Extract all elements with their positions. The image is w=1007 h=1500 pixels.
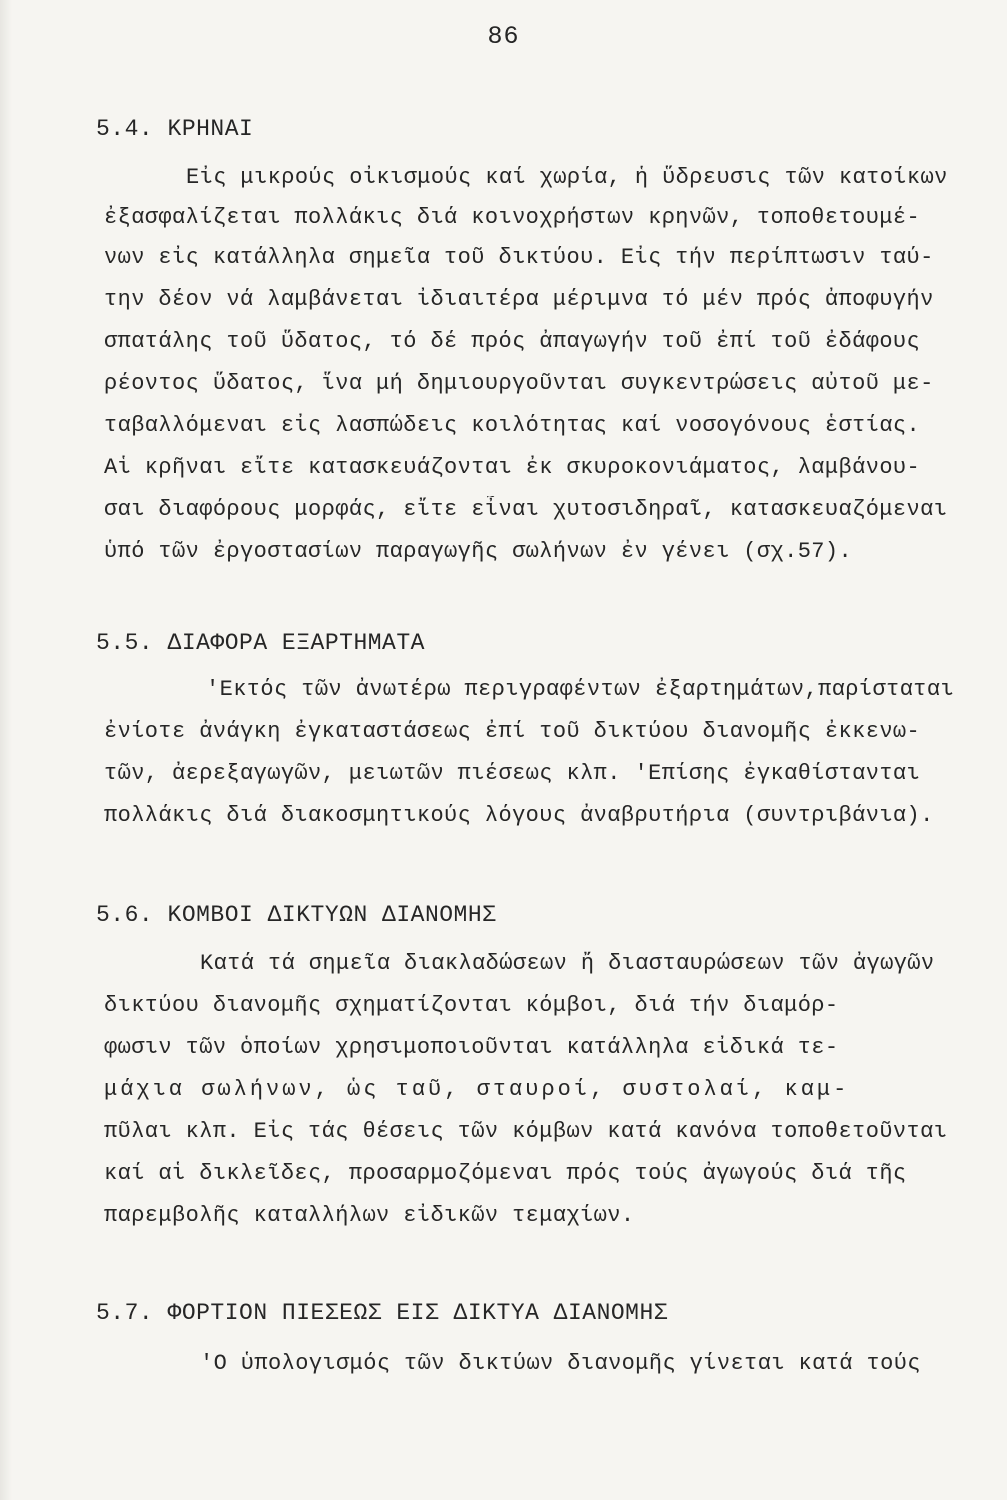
paragraph-line: 'Εκτός τῶν ἀνωτέρω περιγραφέντων ἐξαρτημάτων,παρίσταται: [206, 677, 955, 702]
scan-edge-shadow: [0, 0, 12, 1500]
paragraph-line: Εἰς μικρούς οἰκισμούς καί χωρία, ἡ ὕδρευσις τῶν κατοίκων: [186, 165, 948, 190]
paragraph-line: την δέον νά λαμβάνεται ἰδιαιτέρα μέριμνα τό μέν πρός ἀποφυγήν: [104, 287, 934, 312]
paragraph-line: ἐξασφαλίζεται πολλάκις διά κοινοχρήστων κρηνῶν, τοποθετουμέ-: [104, 205, 921, 230]
paragraph-line: ταβαλλόμεναι εἰς λασπώδεις κοιλότητας καί νοσογόνους ἑστίας.: [104, 413, 921, 438]
paragraph-line: νων εἰς κατάλληλα σημεῖα τοῦ δικτύου. Εἰς τήν περίπτωσιν ταύ-: [104, 245, 934, 270]
section-heading-5-4: 5.4. ΚΡΗΝΑΙ: [96, 116, 254, 142]
paragraph-line: δικτύου διανομῆς σχηματίζονται κόμβοι, διά τήν διαμόρ-: [104, 993, 839, 1018]
section-heading-5-7: 5.7. ΦΟΡΤΙΟΝ ΠΙΕΣΕΩΣ ΕΙΣ ΔΙΚΤΥΑ ΔΙΑΝΟΜΗΣ: [96, 1300, 669, 1326]
paragraph-line: ρέοντος ὕδατος, ἵνα μή δημιουργοῦνται συγκεντρώσεις αὐτοῦ με-: [104, 371, 934, 396]
section-heading-5-6: 5.6. ΚΟΜΒΟΙ ΔΙΚΤΥΩΝ ΔΙΑΝΟΜΗΣ: [96, 902, 497, 928]
page-number: 86: [487, 22, 520, 51]
section-heading-5-5: 5.5. ΔΙΑΦΟΡΑ ΕΞΑΡΤΗΜΑΤΑ: [96, 630, 425, 656]
paragraph-line: καί αἱ δικλεῖδες, προσαρμοζόμεναι πρός τούς ἀγωγούς διά τῆς: [104, 1161, 907, 1186]
paragraph-line: ὑπό τῶν ἐργοστασίων παραγωγῆς σωλήνων ἐν γένει (σχ.57).: [104, 539, 853, 564]
paragraph-line: Αἱ κρῆναι εἴτε κατασκευάζονται ἐκ σκυροκονιάματος, λαμβάνου-: [104, 455, 921, 480]
paragraph-line: τῶν, ἀερεξαγωγῶν, μειωτῶν πιέσεως κλπ. 'Επίσης ἐγκαθίστανται: [104, 761, 921, 786]
paragraph-line: πῦλαι κλπ. Εἰς τάς θέσεις τῶν κόμβων κατά κανόνα τοποθετοῦνται: [104, 1119, 948, 1144]
paragraph-line: σαι διαφόρους μορφάς, εἴτε εἶναι χυτοσιδηραῖ, κατασκευαζόμεναι: [104, 497, 948, 522]
paragraph-line: φωσιν τῶν ὁποίων χρησιμοποιοῦνται κατάλληλα εἰδικά τε-: [104, 1035, 839, 1060]
paragraph-line: Κατά τά σημεῖα διακλαδώσεων ἤ διασταυρώσεων τῶν ἀγωγῶν: [200, 951, 935, 976]
paragraph-line: ἐνίοτε ἀνάγκη ἐγκαταστάσεως ἐπί τοῦ δικτύου διανομῆς ἐκκενω-: [104, 719, 921, 744]
paragraph-line: σπατάλης τοῦ ὕδατος, τό δέ πρός ἀπαγωγήν τοῦ ἐπί τοῦ ἐδάφους: [104, 329, 921, 354]
paragraph-line: πολλάκις διά διακοσμητικούς λόγους ἀναβρυτήρια (συντριβάνια).: [104, 803, 934, 828]
paragraph-line: μάχια σωλήνων, ὡς ταῦ, σταυροί, συστολαί, καμ-: [104, 1077, 850, 1102]
paragraph-line: παρεμβολῆς καταλλήλων εἰδικῶν τεμαχίων.: [104, 1203, 635, 1228]
paragraph-line: 'Ο ὑπολογισμός τῶν δικτύων διανομῆς γίνεται κατά τούς: [200, 1351, 921, 1376]
